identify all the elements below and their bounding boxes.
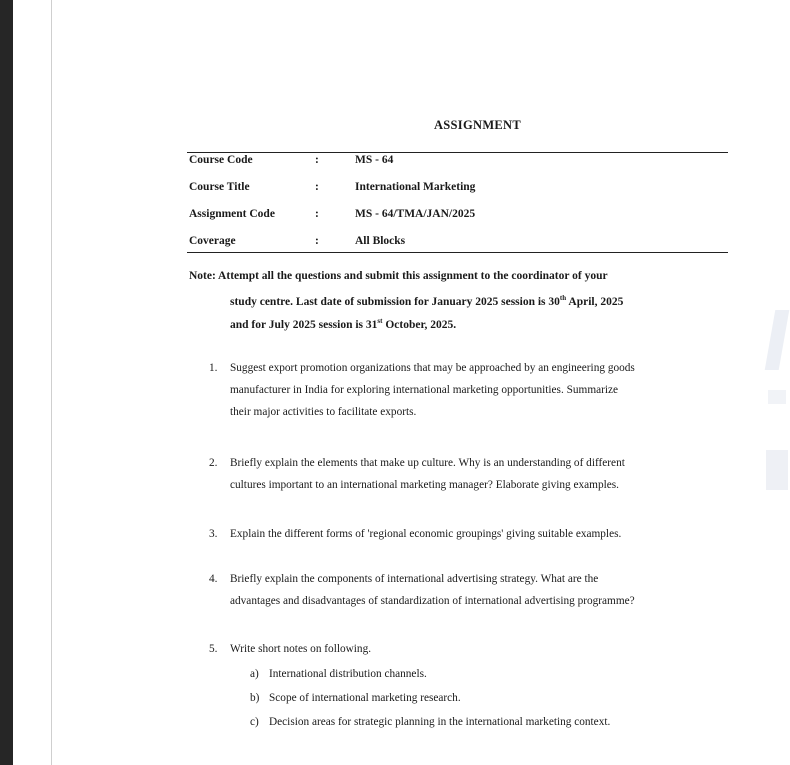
note-line: study centre. Last date of submission for January 2025 session is 30th April, 2025 <box>230 294 624 308</box>
meta-sep: : <box>315 208 319 220</box>
meta-value: All Blocks <box>355 235 406 247</box>
subitem-c: c) Decision areas for strategic planning in the international marketing context. <box>250 716 611 728</box>
meta-sep: : <box>315 181 319 193</box>
question-text: Write short notes on following. <box>230 643 372 655</box>
subitem-a: a) International distribution channels. <box>250 668 427 680</box>
table-top-rule <box>187 152 728 153</box>
question-number: 3. <box>209 528 218 540</box>
page-left-edge <box>51 0 52 765</box>
meta-value: International Marketing <box>355 181 476 193</box>
question-text: Briefly explain the components of international advertising strategy. What are the advantages and disadvantages of standardization of international advertising programme? <box>230 573 635 607</box>
question-number: 5. <box>209 643 218 655</box>
question-number: 1. <box>209 362 218 374</box>
question-text: Explain the different forms of 'regional economic groupings' giving suitable examples. <box>230 528 622 540</box>
question-text: Suggest export promotion organizations that may be approached by an engineering goods manufacturer in India for exploring international marketing opportunities. Summarize their major activities to facilitate exports. <box>230 362 635 418</box>
meta-row-course-code <box>189 154 729 172</box>
subitem-b: b) Scope of international marketing research. <box>250 692 461 704</box>
table-bottom-rule <box>187 252 728 253</box>
note-line: and for July 2025 session is 31st October, 2025. <box>230 317 457 331</box>
watermark-logo <box>760 300 790 510</box>
question-number: 4. <box>209 573 218 585</box>
meta-value: MS - 64/TMA/JAN/2025 <box>355 208 476 220</box>
meta-key: Coverage <box>189 235 236 247</box>
meta-row-course-title <box>189 181 729 199</box>
page-title: ASSIGNMENT <box>433 118 522 132</box>
meta-key: Course Code <box>189 154 253 166</box>
meta-row-coverage <box>189 235 729 253</box>
note-line: Note: Attempt all the questions and submit this assignment to the coordinator of your <box>189 270 608 282</box>
window-left-border <box>0 0 13 765</box>
meta-value: MS - 64 <box>355 154 394 166</box>
meta-sep: : <box>315 235 319 247</box>
meta-sep: : <box>315 154 319 166</box>
meta-key: Assignment Code <box>189 208 275 220</box>
meta-row-assignment-code <box>189 208 729 226</box>
meta-key: Course Title <box>189 181 250 193</box>
question-number: 2. <box>209 457 218 469</box>
question-text: Briefly explain the elements that make up culture. Why is an understanding of different cultures important to an international marketing manager? Elaborate giving examples. <box>230 457 625 491</box>
